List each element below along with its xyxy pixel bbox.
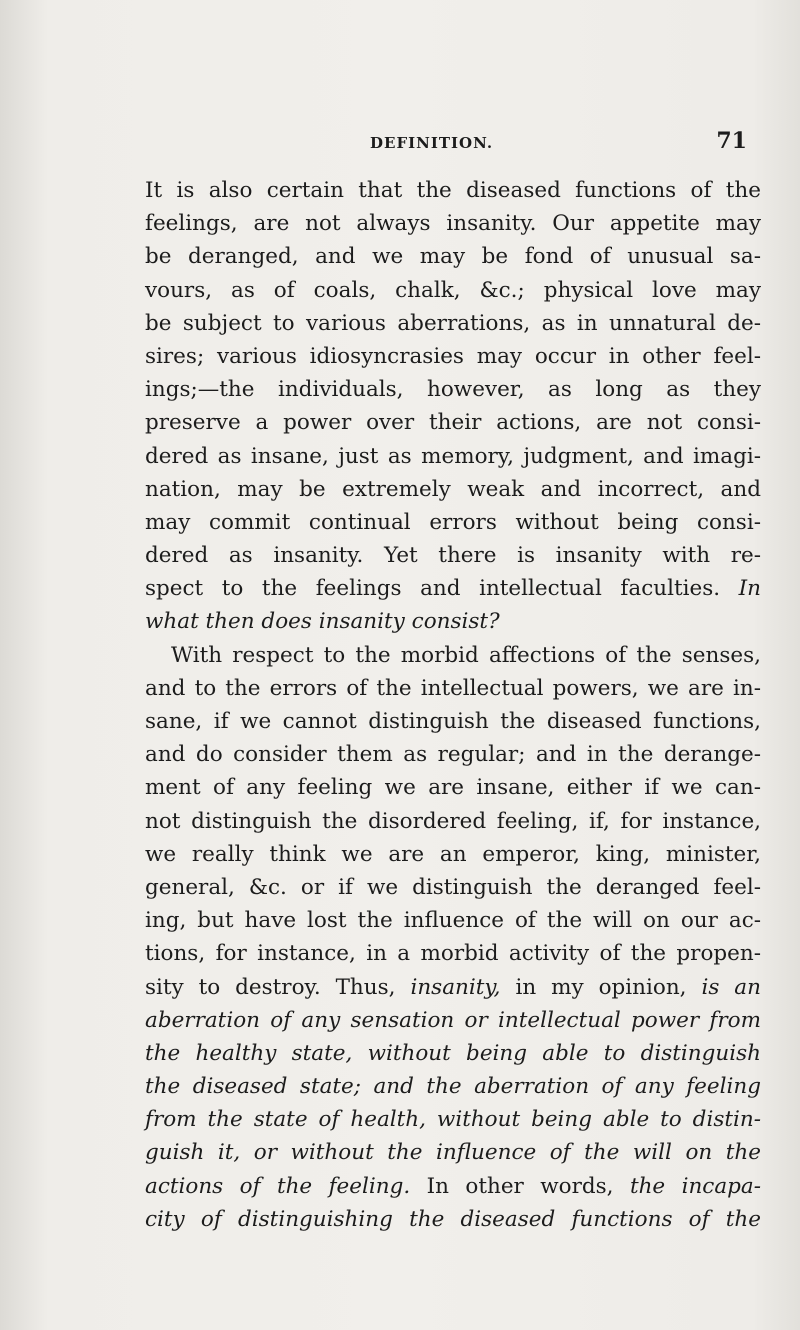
text-line-italic: from the state of health, without being able to distin- [145, 1107, 761, 1133]
text-line [145, 572, 761, 605]
text-run: In other words, [426, 1173, 614, 1199]
text-line: not distinguish the disordered feeling, if, for instance, [145, 808, 761, 834]
text-line: nation, may be extremely weak and incorrect, and [145, 476, 761, 502]
text-line: preserve a power over their actions, are not consi- [145, 410, 761, 436]
text-line: dered as insane, just as memory, judgment, and imagi- [145, 443, 761, 469]
text-line [145, 1170, 761, 1203]
text-line: sires; various idiosyncrasies may occur in other feel- [145, 343, 761, 369]
text-run: spect to the feelings and intellectual faculties. [145, 576, 721, 602]
text-line-italic: aberration of any sensation or intellectual power from [145, 1007, 761, 1033]
italic-text: In [738, 576, 761, 602]
italic-text: insanity, [410, 974, 501, 1000]
text-line: general, &c. or if we distinguish the deranged feel- [145, 874, 761, 900]
text-line: and do consider them as regular; and in the derange- [145, 742, 761, 768]
text-line: and to the errors of the intellectual powers, we are in- [145, 675, 761, 701]
text-line: tions, for instance, in a morbid activity of the propen- [145, 941, 761, 967]
italic-text: actions of the feeling. [145, 1173, 411, 1199]
text-line: we really think we are an emperor, king, minister, [145, 841, 761, 867]
text-line-italic: city of distinguishing the diseased functions of the [145, 1206, 761, 1232]
text-line: vours, as of coals, chalk, &c.; physical love may [145, 277, 761, 303]
italic-text: the incapa- [629, 1173, 761, 1199]
text-line-italic: the diseased state; and the aberration of any feeling [145, 1074, 761, 1100]
text-line: be subject to various aberrations, as in unnatural de- [145, 310, 761, 336]
text-line: feelings, are not always insanity. Our appetite may [145, 211, 761, 237]
text-line: It is also certain that the diseased functions of the [145, 178, 761, 203]
running-title: DEFINITION. [370, 134, 494, 152]
text-line: ment of any feeling we are insane, either if we can- [145, 775, 761, 801]
text-line-italic: the healthy state, without being able to distinguish [145, 1040, 761, 1066]
text-line: be deranged, and we may be fond of unusual sa- [145, 244, 761, 270]
text-line [145, 971, 761, 1004]
italic-text: is an [701, 974, 761, 1000]
running-head [145, 126, 751, 162]
text-line-italic: what then does insanity consist? [145, 609, 500, 635]
text-line-italic: guish it, or without the influence of the will on the [145, 1140, 761, 1166]
text-line: may commit continual errors without being consi- [145, 509, 761, 535]
page-number: 71 [716, 128, 747, 154]
text-line: ings;—the individuals, however, as long as they [145, 377, 761, 403]
paragraph-first-line: With respect to the morbid affections of the senses, [171, 642, 761, 668]
text-line: ing, but have lost the influence of the will on our ac- [145, 908, 761, 934]
text-line: dered as insanity. Yet there is insanity with re- [145, 543, 761, 569]
text-run: sity to destroy. Thus, [145, 974, 396, 1000]
text-line: sane, if we cannot distinguish the diseased functions, [145, 709, 761, 734]
body-text [145, 174, 761, 1236]
text-run: in my opinion, [515, 974, 687, 1000]
